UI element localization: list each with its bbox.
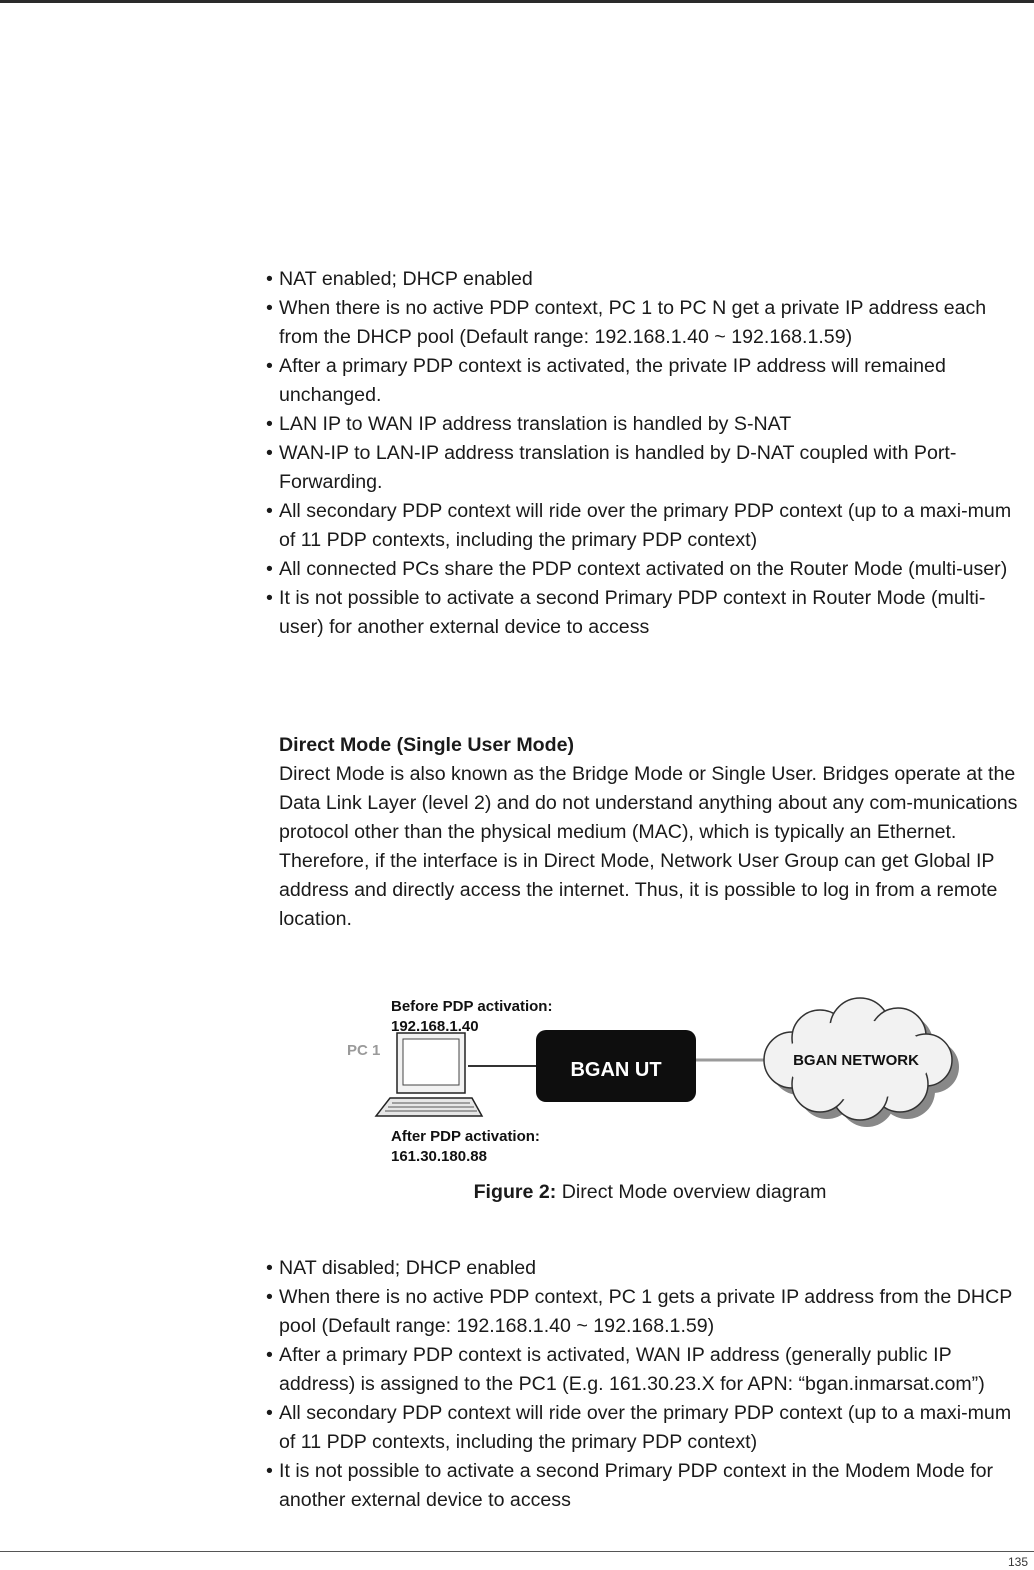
before-pdp-label: Before PDP activation: bbox=[391, 998, 553, 1015]
list-item: • NAT disabled; DHCP enabled bbox=[266, 1254, 1030, 1283]
bgan-ut-label: BGAN UT bbox=[570, 1059, 662, 1081]
top-rule bbox=[0, 0, 1034, 3]
pc-label: PC 1 bbox=[347, 1042, 381, 1059]
list-item: • After a primary PDP context is activated, the private IP address will remained unchanged. bbox=[266, 352, 1030, 410]
section-body: Direct Mode is also known as the Bridge Mode or Single User. Bridges operate at the Data Link Layer (level 2) and do not understand anything about any com-munications protocol other than the physical medium (MAC), which is typically an Ethernet. Therefore, if the interface is in Direct Mode, Network User Group can get Global IP address and directly access the internet. Thus, it is possible to log in from a remote location. bbox=[279, 763, 1018, 930]
before-pdp-ip: 192.168.1.40 bbox=[391, 1018, 479, 1035]
after-pdp-label: After PDP activation: bbox=[391, 1128, 540, 1145]
list-item: • When there is no active PDP context, PC 1 to PC N get a private IP address each from the DHCP pool (Default range: 192.168.1.40 ~ 192.168.1.59) bbox=[266, 294, 1030, 352]
list-item: • All secondary PDP context will ride over the primary PDP context (up to a maxi-mum of 11 PDP contexts, including the primary PDP context) bbox=[266, 1399, 1030, 1457]
laptop-icon bbox=[376, 1033, 482, 1116]
list-item: • After a primary PDP context is activated, WAN IP address (generally public IP address) is assigned to the PC1 (E.g. 161.30.23.X for APN: “bgan.inmarsat.com”) bbox=[266, 1341, 1030, 1399]
list-item: • WAN-IP to LAN-IP address translation is handled by D-NAT coupled with Port-Forwarding. bbox=[266, 439, 1030, 497]
bgan-network-label: BGAN NETWORK bbox=[793, 1052, 919, 1069]
figure-text: Direct Mode overview diagram bbox=[561, 1181, 827, 1203]
direct-mode-bullet-list bbox=[266, 1254, 1030, 1515]
direct-mode-diagram bbox=[340, 988, 970, 1168]
list-item: • It is not possible to activate a second Primary PDP context in the Modem Mode for another external device to access bbox=[266, 1457, 1030, 1515]
list-item: • LAN IP to WAN IP address translation is handled by S-NAT bbox=[266, 410, 1030, 439]
router-mode-bullet-list bbox=[266, 265, 1030, 642]
list-item: • It is not possible to activate a second Primary PDP context in Router Mode (multi-user) for another external device to access bbox=[266, 584, 1030, 642]
figure-caption bbox=[0, 1178, 1034, 1207]
direct-mode-section bbox=[279, 731, 1031, 934]
figure-label: Figure 2: bbox=[473, 1181, 557, 1203]
page-number: 135 bbox=[1007, 1555, 1028, 1569]
bottom-rule bbox=[0, 1551, 1034, 1552]
list-item: • All connected PCs share the PDP context activated on the Router Mode (multi-user) bbox=[266, 555, 1030, 584]
list-item: • All secondary PDP context will ride over the primary PDP context (up to a maxi-mum of 11 PDP contexts, including the primary PDP context) bbox=[266, 497, 1030, 555]
after-pdp-ip: 161.30.180.88 bbox=[391, 1148, 487, 1165]
list-item: • When there is no active PDP context, PC 1 gets a private IP address from the DHCP pool (Default range: 192.168.1.40 ~ 192.168.1.59) bbox=[266, 1283, 1030, 1341]
list-item: • NAT enabled; DHCP enabled bbox=[266, 265, 1030, 294]
section-heading: Direct Mode (Single User Mode) bbox=[279, 734, 575, 756]
